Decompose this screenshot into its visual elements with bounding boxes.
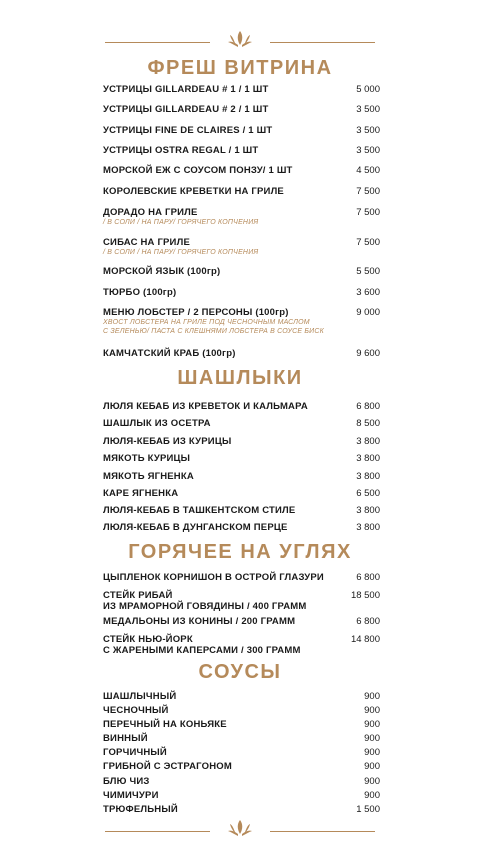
item-price: 7 500: [356, 237, 380, 248]
item-name: ГОРЧИЧНЫЙ: [103, 747, 167, 758]
item-price: 18 500: [350, 590, 380, 601]
menu-item: [103, 776, 380, 787]
item-name: БЛЮ ЧИЗ: [103, 776, 150, 787]
item-price: 900: [364, 790, 380, 801]
menu-item: [103, 719, 380, 730]
menu-item: [103, 266, 380, 277]
item-price: 9 600: [356, 348, 380, 359]
divider-line: [270, 831, 375, 832]
item-price: 3 800: [356, 436, 380, 447]
item-price: 3 800: [356, 471, 380, 482]
item-name: ТЮРБО (100гр): [103, 287, 177, 298]
item-price: 900: [364, 747, 380, 758]
item-name: ЛЮЛЯ-КЕБАБ В ТАШКЕНТСКОМ СТИЛЕ: [103, 505, 296, 516]
item-name: ЛЮЛЯ КЕБАБ ИЗ КРЕВЕТОК И КАЛЬМАРА: [103, 401, 308, 412]
item-price: 3 500: [356, 125, 380, 136]
menu-item: [103, 348, 380, 359]
section-title-fresh: ФРЕШ ВИТРИНА: [147, 57, 333, 79]
item-name: СТЕЙК РИБАЙ: [103, 590, 173, 601]
item-description: ХВОСТ ЛОБСТЕРА НА ГРИЛЕ ПОД ЧЕСНОЧНЫМ МАСЛОМ: [103, 319, 310, 326]
menu-item: [103, 505, 380, 516]
item-name: ГРИБНОЙ С ЭСТРАГОНОМ: [103, 761, 232, 772]
item-name: ПЕРЕЧНЫЙ НА КОНЬЯКЕ: [103, 719, 227, 730]
menu-item: [103, 691, 380, 702]
fleur-ornament-icon: [226, 819, 254, 837]
item-name-line2: ИЗ МРАМОРНОЙ ГОВЯДИНЫ / 400 ГРАММ: [103, 601, 307, 612]
item-name: МОРСКОЙ ЕЖ С СОУСОМ ПОНЗУ/ 1 ШТ: [103, 165, 293, 176]
menu-item: [103, 761, 380, 772]
top-ornament: [105, 30, 375, 48]
item-name: МЕНЮ ЛОБСТЕР / 2 ПЕРСОНЫ (100гр): [103, 307, 289, 318]
item-name: ДОРАДО НА ГРИЛЕ: [103, 207, 198, 218]
menu-item: [103, 453, 380, 464]
divider-line: [105, 831, 210, 832]
item-price: 7 500: [356, 207, 380, 218]
item-price: 900: [364, 733, 380, 744]
item-price: 3 500: [356, 145, 380, 156]
menu-item: [103, 804, 380, 815]
item-price: 900: [364, 719, 380, 730]
item-price: 5 000: [356, 84, 380, 95]
item-price: 900: [364, 691, 380, 702]
item-name: ЧИМИЧУРИ: [103, 790, 159, 801]
menu-item: [103, 616, 380, 627]
item-price: 3 500: [356, 104, 380, 115]
item-price: 5 500: [356, 266, 380, 277]
item-name: МЕДАЛЬОНЫ ИЗ КОНИНЫ / 200 ГРАММ: [103, 616, 296, 627]
item-price: 6 800: [356, 616, 380, 627]
item-name: ЛЮЛЯ-КЕБАБ ИЗ КУРИЦЫ: [103, 436, 232, 447]
item-price: 900: [364, 705, 380, 716]
item-price: 6 800: [356, 401, 380, 412]
fleur-ornament-icon: [226, 30, 254, 48]
item-price: 900: [364, 761, 380, 772]
item-name: ЦЫПЛЕНОК КОРНИШОН В ОСТРОЙ ГЛАЗУРИ: [103, 572, 324, 583]
menu-item: [103, 705, 380, 716]
item-price: 3 800: [356, 505, 380, 516]
section-title-shashlik: ШАШЛЫКИ: [177, 367, 303, 389]
menu-item: [103, 84, 380, 95]
item-price: 900: [364, 776, 380, 787]
item-name: СИБАС НА ГРИЛЕ: [103, 237, 190, 248]
item-name: КАРЕ ЯГНЕНКА: [103, 488, 179, 499]
menu-item: [103, 186, 380, 197]
divider-line: [270, 42, 375, 43]
item-name: ШАШЛЫЧНЫЙ: [103, 691, 177, 702]
item-name: ЧЕСНОЧНЫЙ: [103, 705, 169, 716]
item-name: СТЕЙК НЬЮ-ЙОРК: [103, 634, 193, 645]
menu-item: [103, 488, 380, 499]
item-price: 7 500: [356, 186, 380, 197]
section-title-grill: ГОРЯЧЕЕ НА УГЛЯХ: [128, 541, 352, 563]
menu-item: [103, 790, 380, 801]
menu-item: [103, 145, 380, 156]
menu-item: [103, 733, 380, 744]
item-price: 3 800: [356, 522, 380, 533]
item-name: КОРОЛЕВСКИЕ КРЕВЕТКИ НА ГРИЛЕ: [103, 186, 284, 197]
item-price: 14 800: [350, 634, 380, 645]
menu-item: [103, 522, 380, 533]
item-description: С ЗЕЛЕНЬЮ/ ПАСТА С КЛЕШНЯМИ ЛОБСТЕРА В СОУСЕ БИСК: [103, 328, 324, 335]
item-price: 9 000: [356, 307, 380, 318]
item-name: ВИННЫЙ: [103, 733, 148, 744]
menu-item: [103, 436, 380, 447]
item-price: 6 800: [356, 572, 380, 583]
menu-item: [103, 471, 380, 482]
menu-item: [103, 401, 380, 412]
item-name: УСТРИЦЫ OSTRA REGAL / 1 ШТ: [103, 145, 259, 156]
item-name: УСТРИЦЫ GILLARDEAU # 2 / 1 ШТ: [103, 104, 269, 115]
item-description: / В СОЛИ / НА ПАРУ/ ГОРЯЧЕГО КОПЧЕНИЯ: [103, 219, 259, 226]
item-name: УСТРИЦЫ GILLARDEAU # 1 / 1 ШТ: [103, 84, 269, 95]
menu-item: [103, 104, 380, 115]
menu-item: [103, 307, 380, 336]
item-price: 6 500: [356, 488, 380, 499]
section-title-sauces: СОУСЫ: [198, 661, 282, 683]
item-name: МОРСКОЙ ЯЗЫК (100гр): [103, 266, 221, 277]
menu-item: [103, 165, 380, 176]
item-price: 8 500: [356, 418, 380, 429]
menu-item: [103, 237, 380, 257]
item-name: ТРЮФЕЛЬНЫЙ: [103, 804, 178, 815]
item-description: / В СОЛИ / НА ПАРУ/ ГОРЯЧЕГО КОПЧЕНИЯ: [103, 249, 259, 256]
item-price: 1 500: [356, 804, 380, 815]
bottom-ornament: [105, 819, 375, 837]
menu-item: [103, 287, 380, 298]
item-price: 3 800: [356, 453, 380, 464]
item-name: ЛЮЛЯ-КЕБАБ В ДУНГАНСКОМ ПЕРЦЕ: [103, 522, 288, 533]
menu-item: [103, 207, 380, 227]
item-price: 3 600: [356, 287, 380, 298]
menu-item: [103, 590, 380, 612]
menu-item: [103, 747, 380, 758]
menu-item: [103, 572, 380, 583]
menu-item: [103, 634, 380, 656]
item-price: 4 500: [356, 165, 380, 176]
divider-line: [105, 42, 210, 43]
item-name: КАМЧАТСКИЙ КРАБ (100гр): [103, 348, 236, 359]
menu-item: [103, 418, 380, 429]
item-name-line2: С ЖАРЕНЫМИ КАПЕРСАМИ / 300 ГРАММ: [103, 645, 301, 656]
item-name: МЯКОТЬ ЯГНЕНКА: [103, 471, 194, 482]
item-name: ШАШЛЫК ИЗ ОСЕТРА: [103, 418, 211, 429]
menu-item: [103, 125, 380, 136]
item-name: УСТРИЦЫ FINE DE CLAIRES / 1 ШТ: [103, 125, 273, 136]
item-name: МЯКОТЬ КУРИЦЫ: [103, 453, 191, 464]
